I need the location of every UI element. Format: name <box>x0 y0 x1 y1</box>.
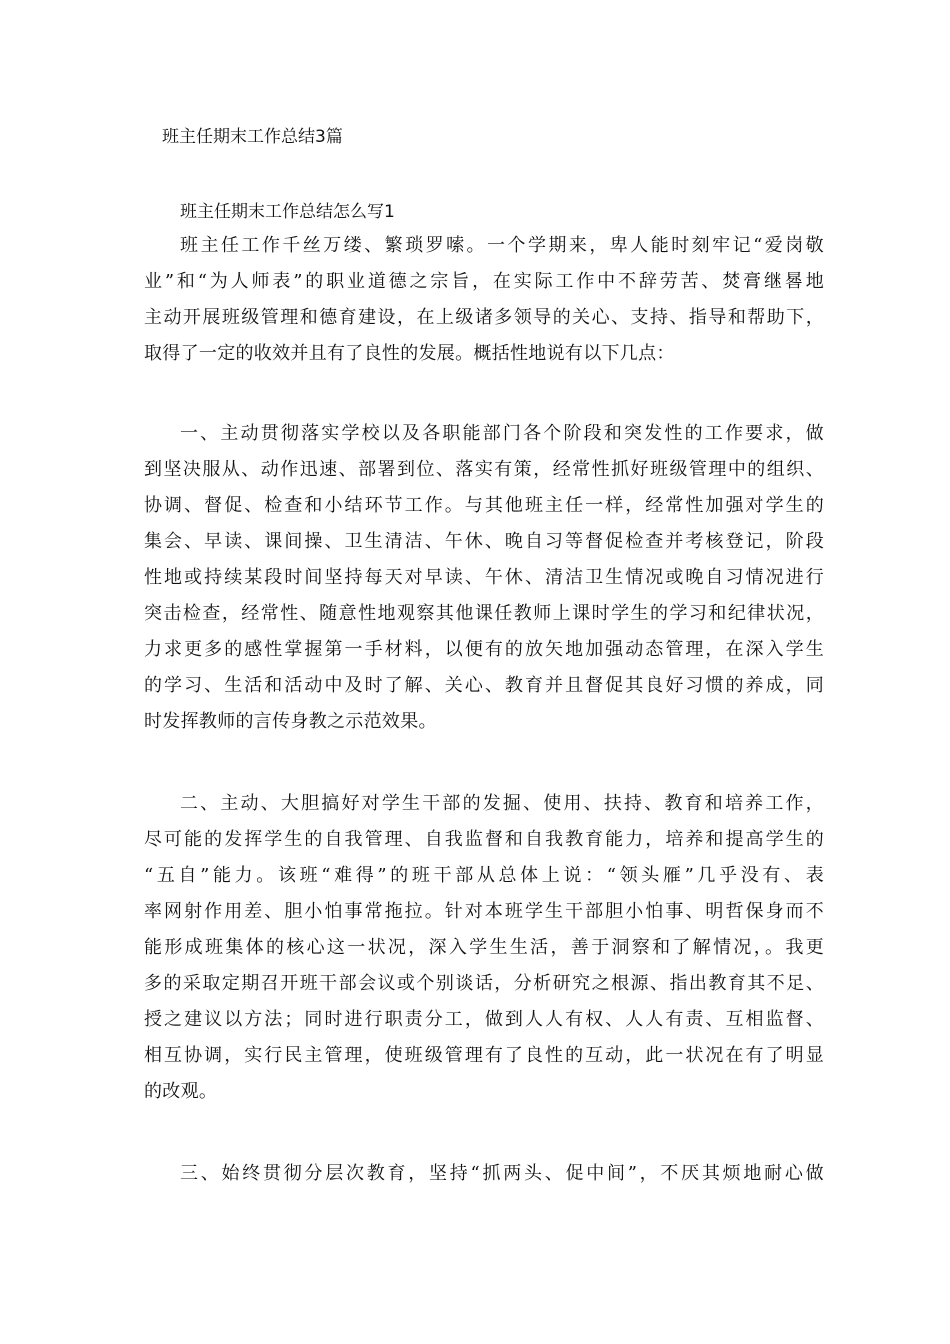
paragraph-line: 相互协调，实行民主管理，使班级管理有了良性的互动，此一状况在有了明显 <box>144 1045 824 1066</box>
paragraph-line: 力求更多的感性掌握第一手材料，以便有的放矢地加强动态管理，在深入学生 <box>144 639 824 660</box>
paragraph-line: 业”和“为人师表”的职业道德之宗旨，在实际工作中不辞劳苦、焚膏继晷地 <box>144 271 824 292</box>
paragraph-line: 到坚决服从、动作迅速、部署到位、落实有策，经常性抓好班级管理中的组织、 <box>144 459 824 480</box>
paragraph-line: 三、始终贯彻分层次教育，坚持“抓两头、促中间”，不厌其烦地耐心做 <box>180 1163 824 1184</box>
paragraph-line: 一、主动贯彻落实学校以及各职能部门各个阶段和突发性的工作要求，做 <box>180 423 824 444</box>
paragraph-line: 授之建议以方法；同时进行职责分工，做到人人有权、人人有责、互相监督、 <box>144 1009 824 1030</box>
paragraph-line: 班主任工作千丝万缕、繁琐罗嗦。一个学期来，卑人能时刻牢记“爱岗敬 <box>180 235 824 256</box>
paragraph-intro <box>144 228 824 372</box>
paragraph-point-two <box>144 786 824 1110</box>
paragraph-line: 尽可能的发挥学生的自我管理、自我监督和自我教育能力，培养和提高学生的 <box>144 829 824 850</box>
paragraph-line: 突击检查，经常性、随意性地观察其他课任教师上课时学生的学习和纪律状况， <box>144 603 824 624</box>
paragraph-line: “五自”能力。该班“难得”的班干部从总体上说：“领头雁”几乎没有、表 <box>144 865 824 886</box>
paragraph-line: 性地或持续某段时间坚持每天对早读、午休、清洁卫生情况或晚自习情况进行 <box>144 567 824 588</box>
paragraph-line: 协调、督促、检查和小结环节工作。与其他班主任一样，经常性加强对学生的 <box>144 495 824 516</box>
paragraph-line: 率网射作用差、胆小怕事常拖拉。针对本班学生干部胆小怕事、明哲保身而不 <box>144 901 824 922</box>
paragraph-line: 能形成班集体的核心这一状况，深入学生生活，善于洞察和了解情况，。我更 <box>144 937 824 958</box>
paragraph-line: 时发挥教师的言传身教之示范效果。 <box>144 711 437 732</box>
paragraph-line: 多的采取定期召开班干部会议或个别谈话，分析研究之根源、指出教育其不足、 <box>144 973 824 994</box>
paragraph-line: 集会、早读、课间操、卫生清洁、午休、晚自习等督促检查并考核登记，阶段 <box>144 531 824 552</box>
paragraph-line: 取得了一定的收效并且有了良性的发展。概括性地说有以下几点： <box>144 343 675 364</box>
document-title: 班主任期末工作总结3篇 <box>162 127 343 147</box>
section-subtitle: 班主任期末工作总结怎么写1 <box>180 202 395 222</box>
paragraph-line: 二、主动、大胆搞好对学生干部的发掘、使用、扶持、教育和培养工作， <box>180 793 824 814</box>
paragraph-line: 的改观。 <box>144 1081 218 1102</box>
paragraph-line: 主动开展班级管理和德育建设，在上级诸多领导的关心、支持、指导和帮助下， <box>144 307 824 328</box>
paragraph-point-three <box>144 1156 824 1192</box>
paragraph-line: 的学习、生活和活动中及时了解、关心、教育并且督促其良好习惯的养成，同 <box>144 675 824 696</box>
paragraph-point-one <box>144 416 824 740</box>
